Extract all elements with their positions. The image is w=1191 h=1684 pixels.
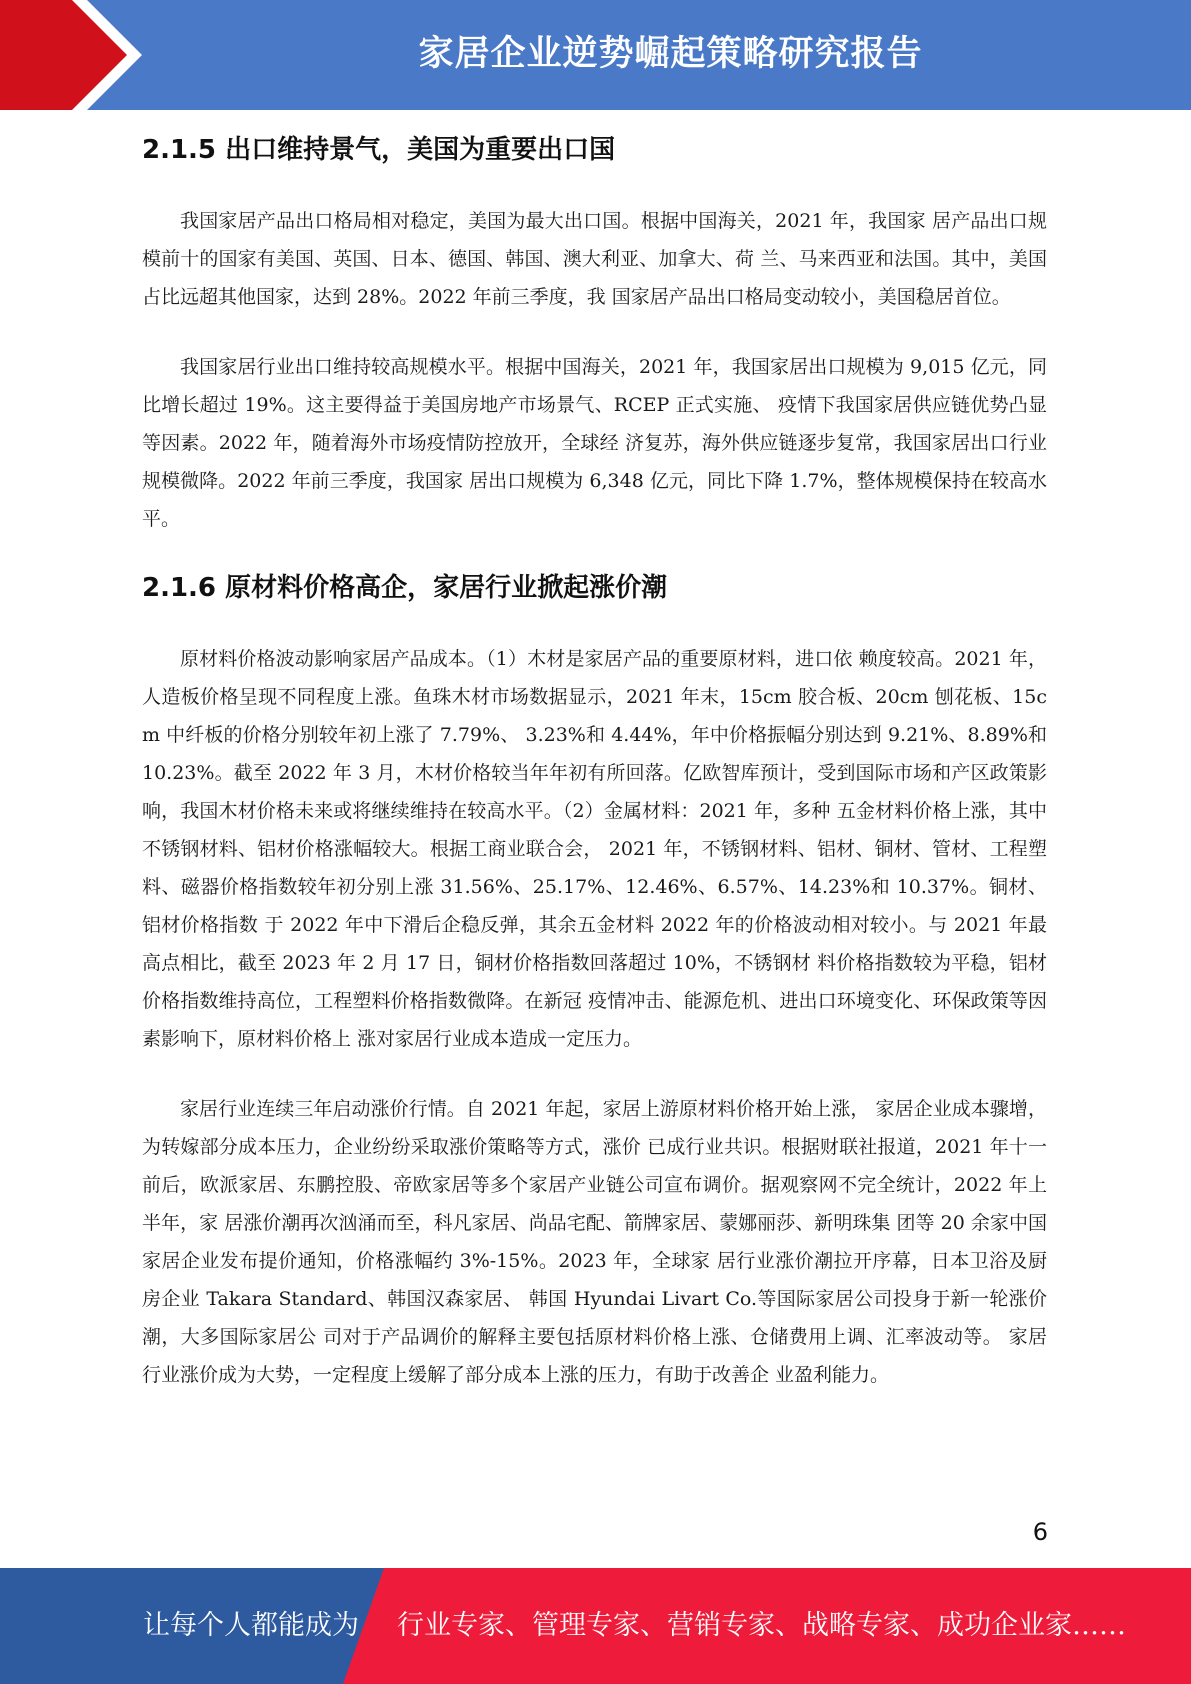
section-heading: 2.1.5 出口维持景气，美国为重要出口国 — [142, 135, 616, 165]
header-arrow-graphic — [0, 0, 160, 110]
header-banner — [0, 0, 1191, 110]
page-content — [142, 128, 1047, 1394]
section-heading: 2.1.6 原材料价格高企，家居行业掀起涨价潮 — [142, 573, 668, 603]
page-number: 6 — [1032, 1518, 1048, 1546]
paragraph: 原材料价格波动影响家居产品成本。（1）木材是家居产品的重要原材料，进口依 赖度较高。2021 年，人造板价格呈现不同程度上涨。鱼珠木材市场数据显示，2021 年末，15cm 胶合板、20cm 刨花板、15cm 中纤板的价格分别较年初上涨了 7.79%、 3.23%和 4.44%，年中价格振幅分别达到 9.21%、8.89%和 10.23%。截至 2022 年 3 月，木材价格较当年年初有所回落。亿欧智库预计，受到国际市场和产区政策影 响，我国木材价格未来或将继续维持在较高水平。（2）金属材料：2021 年，多种 五金材料价格上涨，其中不锈钢材料、铝材价格涨幅较大。根据工商业联合会， 2021 年，不锈钢材料、铝材、铜材、管材、工程塑料、磁器价格指数较年初分别上涨 31.56%、25.17%、12.46%、6.57%、14.23%和 10.37%。铜材、铝材价格指数 于 2022 年中下滑后企稳反弹，其余五金材料 2022 年的价格波动相对较小。与 2021 年最高点相比，截至 2023 年 2 月 17 日，铜材价格指数回落超过 10%，不锈钢材 料价格指数较为平稳，铝材价格指数维持高位，工程塑料价格指数微降。在新冠 疫情冲击、能源危机、进出口环境变化、环保政策等因素影响下，原材料价格上 涨对家居行业成本造成一定压力。 — [142, 648, 1047, 1050]
footer-slogan-left: 让每个人都能成为 — [143, 1610, 359, 1641]
footer-slogan-right: 行业专家、管理专家、营销专家、战略专家、成功企业家…… — [397, 1610, 1126, 1641]
paragraph: 家居行业连续三年启动涨价行情。自 2021 年起，家居上游原材料价格开始上涨， 家居企业成本骤增，为转嫁部分成本压力，企业纷纷采取涨价策略等方式，涨价 已成行业共识。根据财联社报道，2021 年十一前后，欧派家居、东鹏控股、帝欧家居等多个家居产业链公司宣布调价。据观察网不完全统计，2022 年上半年，家 居涨价潮再次汹涌而至，科凡家居、尚品宅配、箭牌家居、蒙娜丽莎、新明珠集 团等 20 余家中国家居企业发布提价通知，价格涨幅约 3%-15%。2023 年，全球家 居行业涨价潮拉开序幕，日本卫浴及厨房企业 Takara Standard、韩国汉森家居、 韩国 Hyundai Livart Co.等国际家居公司投身于新一轮涨价潮，大多国际家居公 司对于产品调价的解释主要包括原材料价格上涨、仓储费用上调、汇率波动等。 家居行业涨价成为大势，一定程度上缓解了部分成本上涨的压力，有助于改善企 业盈利能力。 — [142, 1098, 1047, 1386]
report-title: 家居企业逆势崛起策略研究报告 — [418, 34, 923, 74]
paragraph: 我国家居行业出口维持较高规模水平。根据中国海关，2021 年，我国家居出口规模为 9,015 亿元，同比增长超过 19%。这主要得益于美国房地产市场景气、RCEP 正式实施、 疫情下我国家居供应链优势凸显等因素。2022 年，随着海外市场疫情防控放开，全球经 济复苏，海外供应链逐步复常，我国家居出口行业规模微降。2022 年前三季度，我国家 居出口规模为 6,348 亿元，同比下降 1.7%，整体规模保持在较高水平。 — [142, 356, 1047, 530]
footer-banner — [0, 1568, 1191, 1684]
paragraph: 我国家居产品出口格局相对稳定，美国为最大出口国。根据中国海关，2021 年，我国家 居产品出口规模前十的国家有美国、英国、日本、德国、韩国、澳大利亚、加拿大、荷 兰、马来西亚和法国。其中，美国占比远超其他国家，达到 28%。2022 年前三季度，我 国家居产品出口格局变动较小，美国稳居首位。 — [142, 210, 1047, 308]
